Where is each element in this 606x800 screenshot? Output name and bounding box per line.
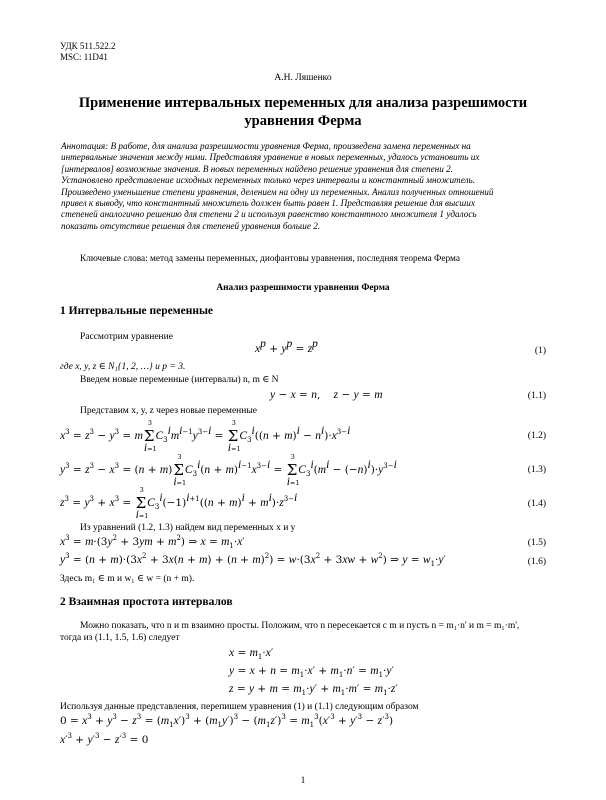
eqnum-1-1: (1.1) — [527, 391, 546, 401]
equation-y-m1: $y = x + n = m_1\cdot x' + m_1\cdot n' = m_1\cdot y'$ — [229, 665, 394, 679]
paper-title — [40, 94, 566, 130]
title-line-2: уравнения Ферма — [244, 113, 362, 129]
abstract-line: степеней аналогично решению для степени 2 и используя равенство константного множителя 1 удалось — [61, 209, 477, 220]
eqnum-1-6: (1.6) — [527, 557, 546, 567]
equation-1-5: $x^3 = m\cdot(3y^2 + 3ym + m^2)$ ⇒ $x = m_1\cdot x'$ — [60, 534, 245, 550]
section-1-heading: 1 Интервальные переменные — [60, 305, 214, 317]
abstract-line: Установлено представление исходных переменных только через интервалы и константный множитель. — [61, 175, 476, 186]
msc-code: MSC: 11D41 — [60, 52, 108, 62]
equation-rewritten-2: $x'^3 + y'^3 - z'^3 = 0$ — [60, 732, 149, 746]
equation-x-m1: $x = m_1\cdot x'$ — [229, 647, 274, 661]
title-line-1: Применение интервальных переменных для анализа разрешимости — [78, 95, 528, 111]
where-text: где x, y, z ∈ N₁{1, 2, …} и p = 3. — [60, 362, 186, 372]
abstract-line: Аннотация: В работе, для анализа разрешимости уравнения Ферма, произведена замена переменных на — [61, 141, 471, 151]
equation-1-4: $z^3 = y^3 + x^3 = \Sigma$ 3 i=1 $C_3^i(-1)^{i+1}((n + m)^i + m^i)\cdot z^{3-i}$ — [60, 486, 298, 521]
consider-text: Рассмотрим уравнение — [80, 332, 173, 342]
equation-rewritten-1: $0 = x^3 + y^3 - z^3 = (m_1x')^3 + (m_1y')^3 - (m_1z')^3 = m_1^3(x'^3 + y'^3 - z'^3)$ — [60, 713, 394, 729]
section-2-para-line-1: Можно показать, что n и m взаимно просты. Положим, что n пересекается с m и пусть n = m₁·n' и m = m₁·m', — [80, 621, 520, 631]
udc-code: УДК 511.522.2 — [60, 41, 116, 51]
equation-1-3: $y^3 = z^3 - x^3 = (n + m)\Sigma$ 3 i=1 $C_3^i(n + m)^{i-1}x^{3-i} = \Sigma$ 3 i=1 $C_3^i(m^i - (-n)^i)\cdot y^{3-i}$ — [60, 453, 397, 488]
abstract-line: [интервалов] возможные значения. В новых переменных найдено решение уравнения для степени 2. — [61, 163, 454, 174]
eqnum-1: (1) — [534, 346, 546, 356]
eqnum-1-5: (1.5) — [527, 538, 546, 548]
abstract-line: интервальные значения между ними. Представляя уравнение в новых переменных, удалось установить их — [61, 152, 480, 163]
keywords: Ключевые слова: метод замены переменных, диофантовы уравнения, последняя теорема Ферма — [80, 254, 460, 264]
here-text: Здесь m₁ ∈ m и w₁ ∈ w = (n + m). — [60, 574, 195, 584]
eqnum-1-3: (1.3) — [527, 465, 546, 475]
eqnum-1-2: (1.2) — [527, 431, 546, 441]
equation-1-1: y − x = n, z − y = m — [270, 389, 383, 401]
abstract — [61, 141, 549, 232]
equation-z-m1: $z = y + m = m_1\cdot y' + m_1\cdot m' = m_1\cdot z'$ — [229, 683, 398, 697]
equation-1-6: $y^3 = (n + m)\cdot(3x^2 + 3x(n + m) + (n + m)^2) = w\cdot(3x^2 + 3xw + w^2)$ ⇒ $y = w_1\cdot y'$ — [60, 552, 446, 568]
abstract-line: привел к выводу, что константный множитель должен быть равен 1. Представляя решение для высших — [61, 198, 475, 209]
center-heading: Анализ разрешимости уравнения Ферма — [216, 283, 390, 293]
represent-text: Представим x, y, z через новые переменные — [80, 406, 257, 416]
abstract-line: показать отсутствие решения для степеней уравнения больше 2. — [61, 220, 321, 231]
page-number: 1 — [300, 776, 306, 786]
section-2-para-line-2: тогда из (1.1, 1.5, 1.6) следует — [60, 633, 180, 643]
author: А.Н. Ляшенко — [274, 73, 332, 83]
section-2-heading: 2 Взаимная простота интервалов — [60, 596, 233, 608]
abstract-line: Произведено уменьшение степени уравнения, делением на одну из переменных. Анализ полученных отношений — [61, 186, 494, 197]
section-2-para-2: Используя данные представления, перепишем уравнения (1) и (1.1) следующим образом — [60, 702, 419, 712]
equation-1: $x^p + y^p = z^p$ — [255, 338, 318, 355]
equation-1-2: $x^3 = z^3 - y^3 = m\Sigma$ 3 i=1 $C_3^im^{i-1}y^{3-i} = \Sigma$ 3 i=1 $C_3^i((n + m)^i - n^i)\cdot x^{3-i}$ — [60, 419, 351, 454]
eqnum-1-4: (1.4) — [527, 499, 546, 509]
intro-vars-text: Введем новые переменные (интервалы) n, m ∈ N — [80, 375, 279, 385]
from-eq-text: Из уравнений (1.2, 1.3) найдем вид переменных x и y — [80, 523, 296, 533]
